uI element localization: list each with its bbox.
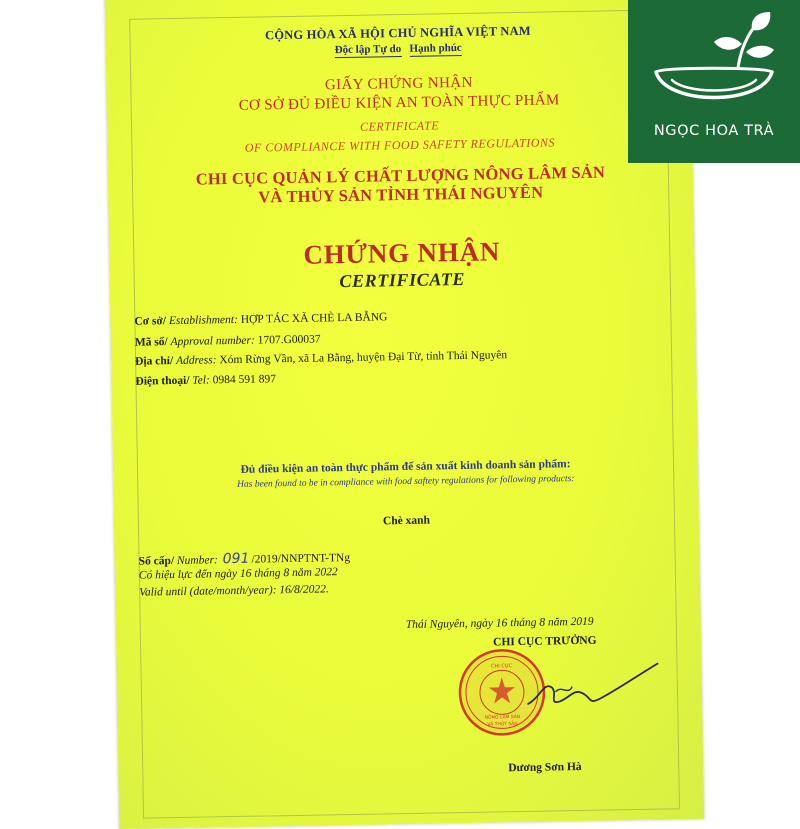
svg-text:VÀ THỦY SẢN: VÀ THỦY SẢN — [487, 722, 518, 728]
address-label: Địa chỉ/ — [135, 355, 174, 368]
brand-name: NGỌC HOA TRÀ — [653, 123, 775, 139]
title-vi-line2: CƠ SỞ ĐỦ ĐIỀU KIỆN AN TOÀN THỰC PHẨM — [238, 92, 560, 114]
establishment-label-en: Establishment: — [168, 313, 238, 328]
certificate-document — [105, 0, 704, 829]
motto-part-1: Độc lập Tự do — [334, 43, 402, 57]
phone-label-en: Tel: — [192, 374, 210, 387]
approval-value: 1707.G00037 — [257, 333, 321, 347]
issuing-agency-line1: CHI CỤC QUẢN LÝ CHẤT LƯỢNG NÔNG LÂM SẢN — [195, 162, 606, 189]
address-value: Xóm Rừng Vần, xã La Bằng, huyện Đại Từ, tỉnh Thái Nguyên — [219, 349, 508, 367]
issuing-agency-line2: VÀ THỦY SẢN TỈNH THÁI NGUYÊN — [258, 182, 544, 207]
phone-field — [135, 373, 276, 387]
approval-label: Mã số/ — [134, 336, 168, 349]
number-suffix: /2019/NNPTNT-TNg — [251, 551, 351, 566]
motto-separator — [404, 43, 407, 55]
establishment-label: Cơ sở/ — [134, 315, 167, 328]
handwritten-signature — [521, 650, 662, 722]
motto-part-2: Hạnh phúc — [409, 41, 462, 55]
svg-text:NÔNG LÂM SẢN: NÔNG LÂM SẢN — [484, 715, 521, 721]
compliance-statement-vi: Đủ điều kiện an toàn thực phẩm để sản xuất kinh doanh sản phẩm: — [240, 458, 571, 476]
title-en-line2: OF COMPLIANCE WITH FOOD SAFETY REGULATIONS — [244, 135, 556, 155]
place-and-date: Thái Nguyên, ngày 16 tháng 8 năm 2019 — [405, 615, 594, 632]
certificate-heading: CHỨNG NHẬN — [303, 236, 501, 270]
phone-value: 0984 591 897 — [212, 373, 277, 387]
validity-en: Valid until (date/month/year): 16/8/2022. — [139, 583, 329, 599]
number-label: Số cấp/ — [138, 555, 175, 568]
number-label-en: Number: — [176, 554, 218, 567]
national-header: CỘNG HÒA XÃ HỘI CHỦ NGHĨA VIỆT NAM — [264, 23, 531, 43]
number-handwritten: 091 — [222, 550, 250, 568]
title-en-line1: CERTIFICATE — [359, 118, 440, 134]
signer-name: Dương Sơn Hà — [508, 760, 582, 775]
brand-logo — [628, 0, 800, 163]
phone-label: Điện thoại/ — [135, 374, 190, 388]
compliance-statement-en: Has been found to be in compliance with food saftety regulations for following products: — [237, 474, 575, 490]
product-name: Chè xanh — [382, 514, 431, 528]
validity-vi: Có hiệu lực đến ngày 16 tháng 8 năm 2022 — [138, 566, 338, 582]
certificate-heading-en: CERTIFICATE — [339, 268, 466, 292]
approval-label-en: Approval number: — [170, 334, 255, 349]
address-label-en: Address: — [175, 354, 217, 367]
title-vi-line1: GIẤY CHỨNG NHẬN — [324, 74, 473, 94]
establishment-value: HỢP TÁC XÃ CHÈ LA BẰNG — [240, 311, 388, 326]
tea-bowl-leaf-icon — [646, 10, 782, 120]
chief-title: CHI CỤC TRƯỞNG — [492, 634, 597, 649]
svg-text:CHI CỤC: CHI CỤC — [490, 663, 513, 670]
